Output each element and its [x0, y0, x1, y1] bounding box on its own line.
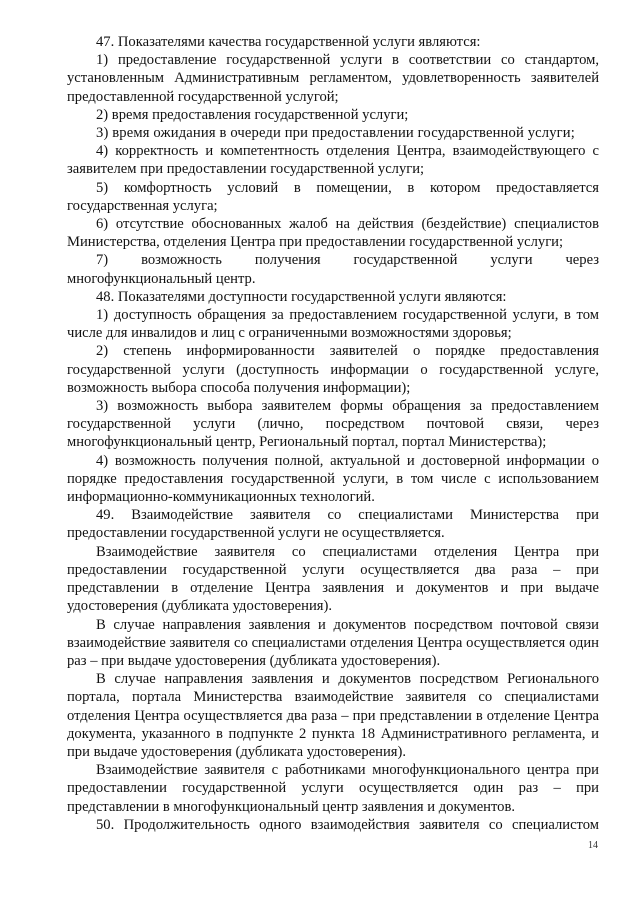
paragraph-47-item-6: 6) отсутствие обоснованных жалоб на действия (бездействие) специалистов Министерства, отделения Центра при предоставлении государственной услуги;	[67, 216, 599, 251]
paragraph-49-mfc: Взаимодействие заявителя с работниками многофункционального центра при предоставлении государственной услуги осуществляется один раз – при представлении в многофункциональный центр заявления и документов.	[67, 762, 599, 815]
paragraph-49-post: В случае направления заявления и документов посредством почтовой связи взаимодействие заявителя со специалистами отделения Центра осуществляется один раз – при выдаче удостоверения (дубликата удостоверения).	[67, 616, 599, 669]
paragraph-47-heading: 47. Показателями качества государственной услуги являются:	[96, 34, 481, 50]
paragraph-50: 50. Продолжительность одного взаимодействия заявителя со специалистом	[96, 816, 599, 833]
paragraph-47-item-5: 5) комфортность условий в помещении, в котором предоставляется государственная услуга;	[67, 179, 599, 214]
paragraph-47-item-1: 1) предоставление государственной услуги в соответствии со стандартом, установленным Административным регламентом, удовлетворенность заявителей предоставленной государственной услугой;	[67, 52, 599, 105]
document-body	[67, 33, 599, 834]
paragraph-49-portal: В случае направления заявления и документов посредством Регионального портала, портала Министерства взаимодействие заявителя со специалистами отделения Центра осуществляется два раза – при представлении в отделение Центра документа, указанного в подпункте 2 пункта 18 Административного регламента, и при выдаче удостоверения (дубликата удостоверения).	[67, 671, 599, 760]
paragraph-48-item-3: 3) возможность выбора заявителем формы обращения за предоставлением государственной услуги (лично, посредством почтовой связи, через многофункциональный центр, Региональный портал, портал Министерства);	[67, 398, 599, 451]
paragraph-48-item-2: 2) степень информированности заявителей о порядке предоставления государственной услуги (доступность информации о государственной услуге, возможность выбора способа получения информации);	[67, 343, 599, 396]
paragraph-48-item-1: 1) доступность обращения за предоставлением государственной услуги, в том числе для инвалидов и лиц с ограниченными возможностями здоровья;	[67, 307, 599, 342]
paragraph-47-item-3: 3) время ожидания в очереди при предоставлении государственной услуги;	[96, 125, 575, 142]
paragraph-49-centre: Взаимодействие заявителя со специалистами отделения Центра при предоставлении государственной услуги осуществляется два раза – при представлении в отделение Центра заявления и документов и при выдаче удостоверения (дубликата удостоверения).	[67, 543, 599, 615]
page-number: 14	[588, 840, 598, 851]
paragraph-49: 49. Взаимодействие заявителя со специалистами Министерства при предоставлении государственной услуги не осуществляется.	[67, 507, 599, 542]
paragraph-47-item-4: 4) корректность и компетентность отделения Центра, взаимодействующего с заявителем при предоставлении государственной услуги;	[67, 143, 599, 178]
paragraph-47-item-2: 2) время предоставления государственной услуги;	[96, 106, 409, 123]
paragraph-48-heading: 48. Показателями доступности государственной услуги являются:	[96, 288, 507, 305]
paragraph-47-item-7: 7) возможность получения государственной услуги через многофункциональный центр.	[67, 252, 599, 287]
paragraph-48-item-4: 4) возможность получения полной, актуальной и достоверной информации о порядке предоставления государственной услуги, в том числе с использованием информационно-коммуникационных технологий.	[67, 452, 599, 506]
